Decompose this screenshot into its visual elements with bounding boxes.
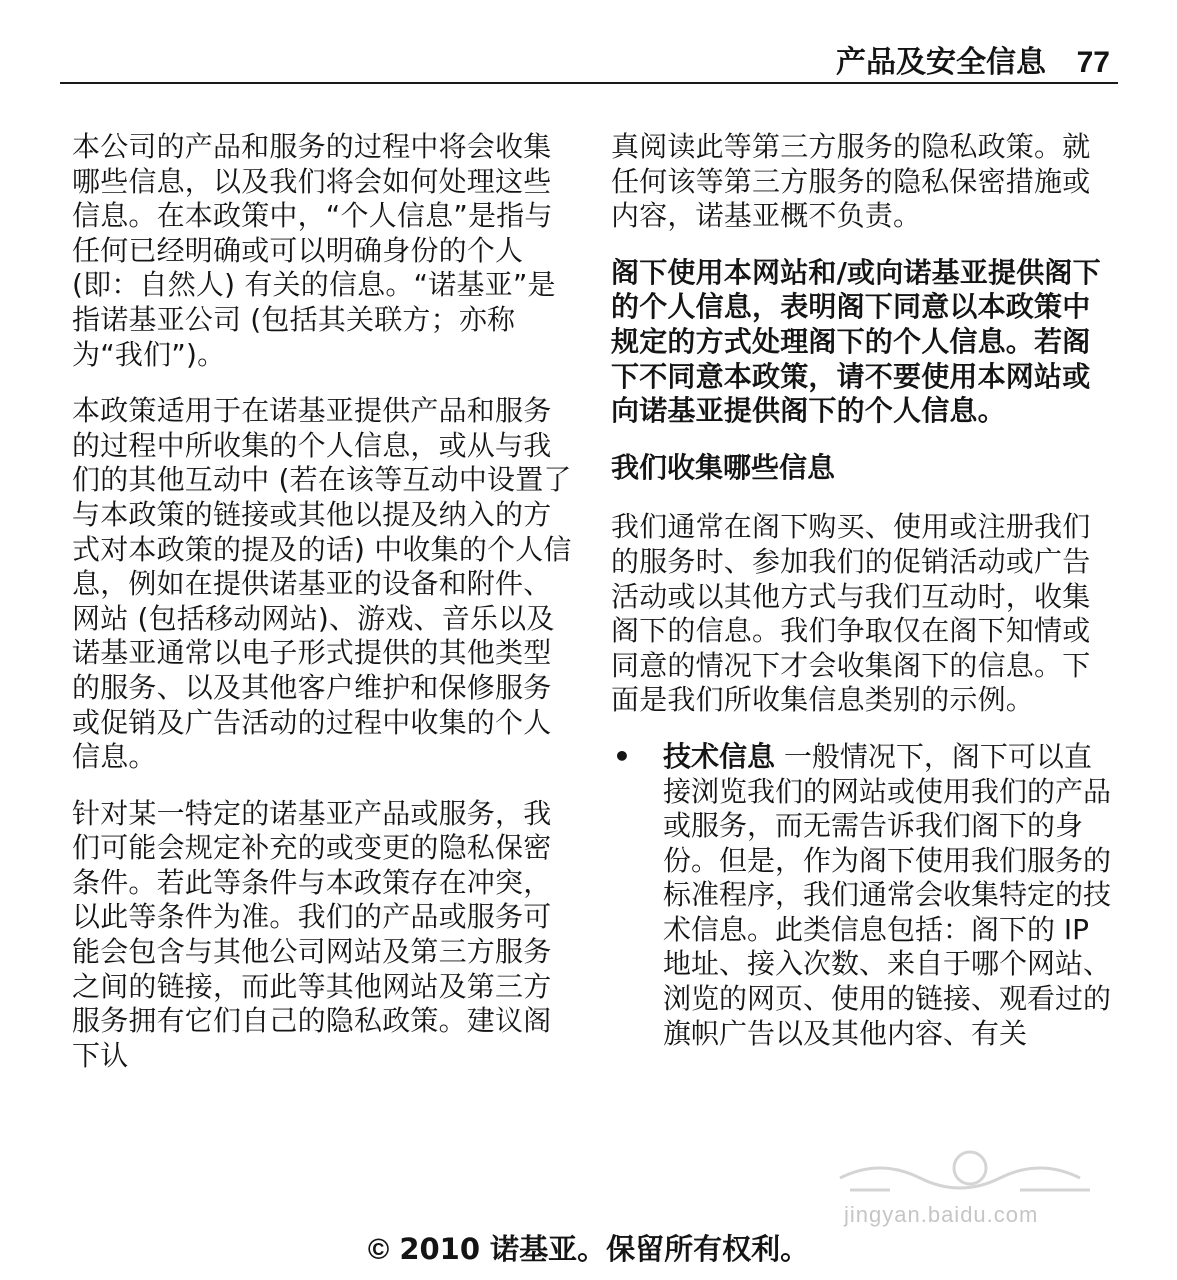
bullet-technical-info bbox=[611, 740, 1111, 1051]
paragraph-collection: 我们通常在阁下购买、使用或注册我们的服务时、参加我们的促销活动或广告活动或以其他方式与我们互动时，收集阁下的信息。我们争取仅在阁下知情或同意的情况下才会收集阁下的信息。下面是我们所收集信息类别的示例。 bbox=[611, 510, 1091, 717]
bullet-icon: • bbox=[613, 739, 631, 773]
watermark-logo-icon bbox=[820, 1128, 1120, 1228]
bullet-term: 技术信息 bbox=[663, 739, 776, 773]
paragraph-supplemental-terms: 针对某一特定的诺基亚产品或服务，我们可能会规定补充的或变更的隐私保密条件。若此等条件与本政策存在冲突，以此等条件为准。我们的产品或服务可能会包含与其他公司网站及第三方服务之间的链接，而此等其他网站及第三方服务拥有它们自己的隐私政策。建议阁下认 bbox=[72, 796, 552, 1072]
bullet-text: 一般情况下，阁下可以直接浏览我们的网站或使用我们的产品或服务，而无需告诉我们阁下的身份。但是，作为阁下使用我们服务的标准程序，我们通常会收集特定的技术信息。此类信息包括：阁下的 IP 地址、接入次数、来自于哪个网站、浏览的网页、使用的链接、观看过的旗帜广告以及其他内容、有关 bbox=[663, 739, 1112, 1050]
copyright-symbol: © bbox=[367, 1234, 390, 1266]
watermark-text: jingyan.baidu.com bbox=[844, 1202, 1039, 1227]
paragraph-scope: 本政策适用于在诺基亚提供产品和服务的过程中所收集的个人信息，或从与我们的其他互动中 (若在该等互动中设置了与本政策的链接或其他以提及纳入的方式对本政策的提及的话) 中收集的个人信息，例如在提供诺基亚的设备和附件、网站 (包括移动网站)、游戏、音乐以及诺基亚通常以电子形式提供的其他类型的服务、以及其他客户维护和保修服务或促销及广告活动的过程中收集的个人信息。 bbox=[72, 394, 572, 774]
paragraph-consent: 阁下使用本网站和/或向诺基亚提供阁下的个人信息，表明阁下同意以本政策中规定的方式处理阁下的个人信息。若阁下不同意本政策，请不要使用本网站或向诺基亚提供阁下的个人信息。 bbox=[611, 255, 1101, 428]
page-number: 77 bbox=[1076, 46, 1110, 79]
paragraph-intro: 本公司的产品和服务的过程中将会收集哪些信息，以及我们将会如何处理这些信息。在本政策中，“个人信息”是指与任何已经明确或可以明确身份的个人 (即：自然人) 有关的信息。“诺基亚”是指诺基亚公司 (包括其关联方；亦称为“我们”)。 bbox=[72, 130, 556, 371]
page-header bbox=[60, 44, 1118, 84]
paragraph-third-party: 真阅读此等第三方服务的隐私政策。就任何该等第三方服务的隐私保密措施或内容，诺基亚概不负责。 bbox=[611, 130, 1091, 233]
right-column bbox=[611, 130, 1111, 1051]
copyright-text: 2010 诺基亚。保留所有权利。 bbox=[389, 1232, 810, 1266]
page-footer bbox=[0, 1232, 1177, 1267]
section-heading: 我们收集哪些信息 bbox=[611, 450, 836, 484]
left-column bbox=[72, 130, 572, 1095]
watermark bbox=[820, 1128, 1120, 1228]
section-title: 产品及安全信息 bbox=[836, 45, 1046, 80]
